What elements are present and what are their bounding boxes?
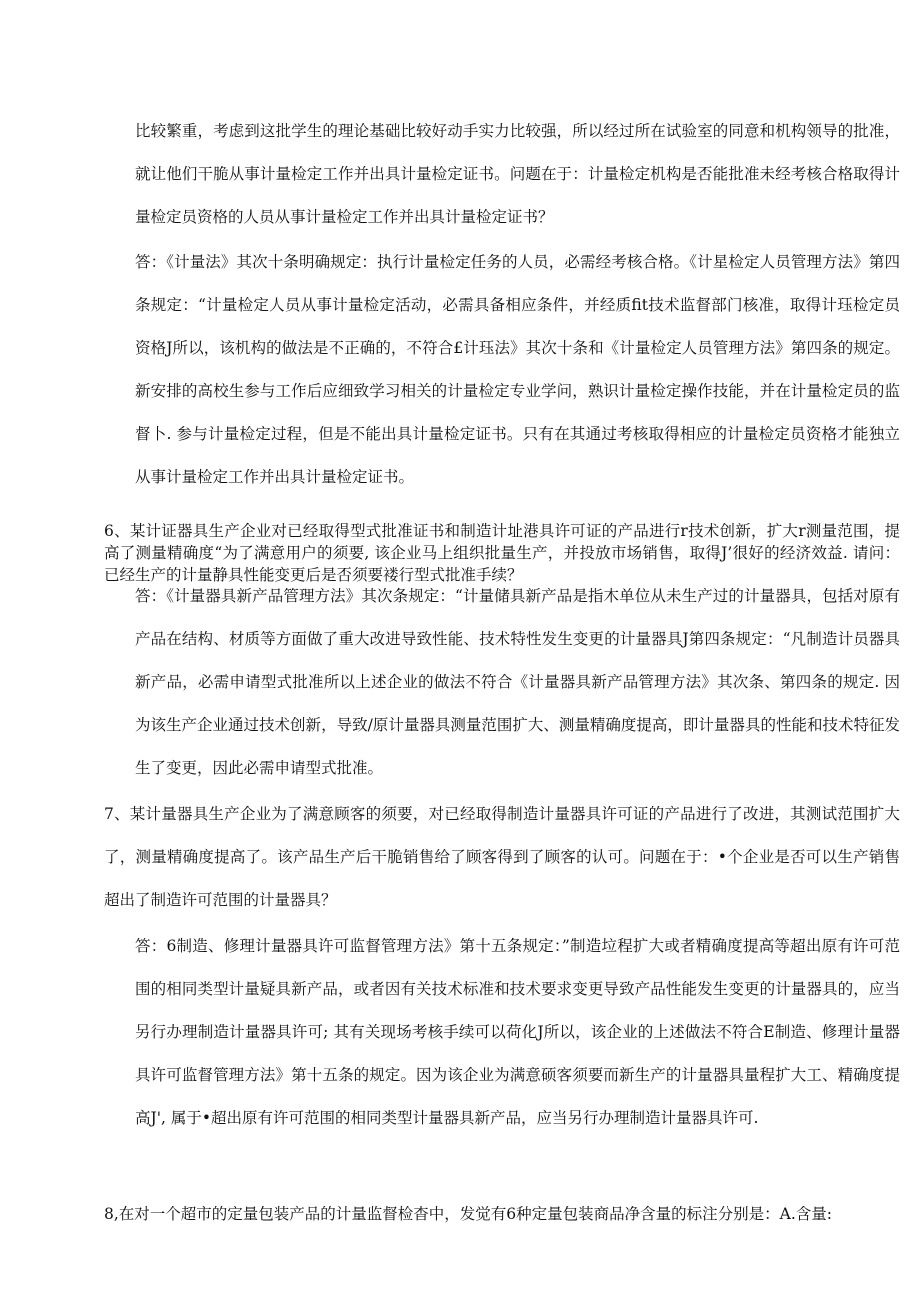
- answer-paragraph-5: 答：《计量法》其次十条明确规定：执行计量检定任务的人员，必需经考核合格。《计星检定人员管理方法》第四条规定：“计量检定人员从事计量检定活动，必需具备相应条件，并经质fit技术监督部门核准，取得计珏检定员资格J所以，该机构的做法是不正确的，不符合£计珏法》其次十条和《计量检定人员管理方法》第四条的规定。新安排的高校生参与工作后应细致学习相关的计量检定专业学问，熟识计量检定操作技能，并在计量检定员的监督卜. 参与计量检定过程，但是不能出具计量检定证书。只有在其通过考核取得相应的计量检定员资格才能独立从事计量检定工作并出具计量检定证书。: [135, 253, 900, 486]
- question-paragraph-8: 8,在对一个超市的定量包装产品的计量监督检杳中，发觉有6种定量包装商品净含量的标注分别是：A.含量:: [104, 1205, 832, 1223]
- paragraph-case-5-continuation: 比较繁重，考虑到这批学生的理论基础比较好动手实力比较强，所以经过所在试验室的同意和机构领导的批准，就让他们干脆从事计量检定工作并出具计量检定证书。问题在于：计量检定机构是否能批准未经考核合格取得计量检定员资格的人员从事计量检定工作并出具计量检定证书？: [135, 122, 900, 226]
- question-paragraph-6: 6、某计证器具生产企业对已经取得型式批准证书和制造计址港具许可证的产品进行r技术创新，扩大r测量范围，提高了测量精确度“为了满意用户的须要, 该企业马上组织批量生产，并投放市场销售，取得J’很好的经济效益. 请问：已经生产的计量静具性能变更后是否须要褛行型式批准手续？: [104, 522, 900, 584]
- answer-paragraph-6: 答：《计量器具新产品管理方法》其次条规定：“计量储具新产品是指木单位从未生产过的计量器具，包括对原有产品在结构、材质等方面做了重大改进导致性能、技术特性发生变更的计量器具J第四条规定：“凡制造计员器具新产品，必需申请型式批准所以上述企业的做法不符合《计量器具新产品管理方法》其次条、第四条的规定. 因为该生产企业通过技术创新，导致/原计量器具测量范围扩大、测量精确度提高，即计量器具的性能和技术特征发生了变更，因此必需申请型式批准。: [135, 587, 900, 777]
- question-paragraph-7: 7、某计量器具生产企业为了满意顾客的须要，对已经取得制造计量器具许可证的产品进行了改进，其测试范围扩大了，测量精确度提高了。该产品生产后干脆销售给了顾客得到了顾客的认可。问题在于：•个企业是否可以生产销售超出了制造许可范围的计量器具？: [104, 805, 900, 909]
- answer-paragraph-7: 答：6制造、修理计量器具许可监督管理方法》第十五条规定：”制造垃程扩大或者精确度提高等超出原有许可范围的相同类型计量疑具新产品，或者因有关技术标准和技术要求变更导致产品性能发生变更的计量器具的，应当另行办理制造计量器具许可; 其有关现场考核手续可以荷化J所以，该企业的上述做法不符合E制造、修理计量器具许可监督管理方法》第十五条的规定。因为该企业为满意硕客须要而新生产的计量器具量程扩大工、精确度提高J', 属于•超出原有许可范围的相同类型计量器具新产品，应当另行办理制造计量器具许可.: [135, 937, 900, 1127]
